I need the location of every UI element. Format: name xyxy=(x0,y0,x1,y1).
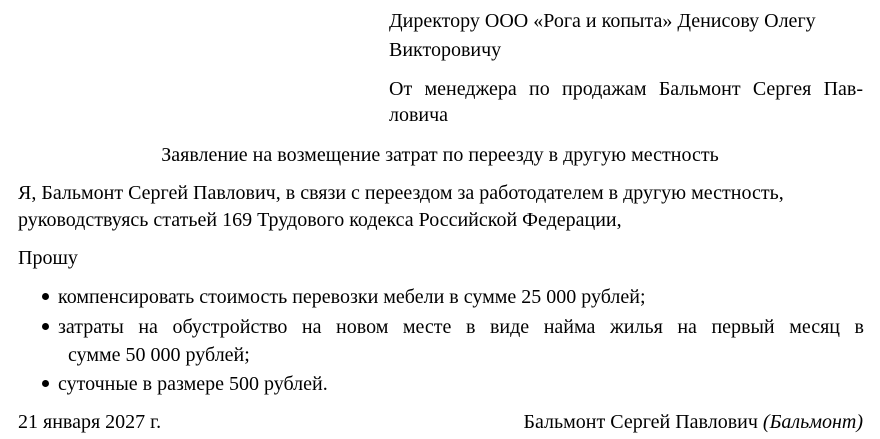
bullet-icon xyxy=(42,323,49,330)
sender-line-1: От менеджера по продажам Бальмонт Сергея Пав- xyxy=(389,78,863,100)
addressee-line-2: Викторовичу xyxy=(389,39,502,61)
list-item-text: компенсировать стоимость перевозки мебели в сумме 25 000 рублей; xyxy=(58,286,646,308)
bullet-icon xyxy=(42,293,49,300)
signature: (Бальмонт) xyxy=(762,411,863,433)
intro-line-2: руководствуясь статьей 169 Трудового кодекса Российской Федерации, xyxy=(18,209,622,231)
signer-name: Бальмонт Сергей Павлович xyxy=(523,411,758,433)
intro-line-1: Я, Бальмонт Сергей Павлович, в связи с переездом за работодателем в другую местность, xyxy=(18,182,784,204)
bullet-icon xyxy=(42,380,49,387)
request-word: Прошу xyxy=(18,247,78,269)
sender-line-2: ловича xyxy=(389,104,449,126)
addressee-line-1: Директору ООО «Рога и копыта» Денисову Олегу xyxy=(389,10,816,32)
document-date: 21 января 2027 г. xyxy=(18,411,162,433)
list-item-text-continued: сумме 50 000 рублей; xyxy=(68,344,250,366)
list-item-text: затраты на обустройство на новом месте в виде найма жилья на первый месяц в xyxy=(58,316,864,338)
document-title: Заявление на возмещение затрат по переезду в другую местность xyxy=(161,144,719,166)
signature-block xyxy=(524,412,863,432)
list-item-text: суточные в размере 500 рублей. xyxy=(58,373,328,395)
